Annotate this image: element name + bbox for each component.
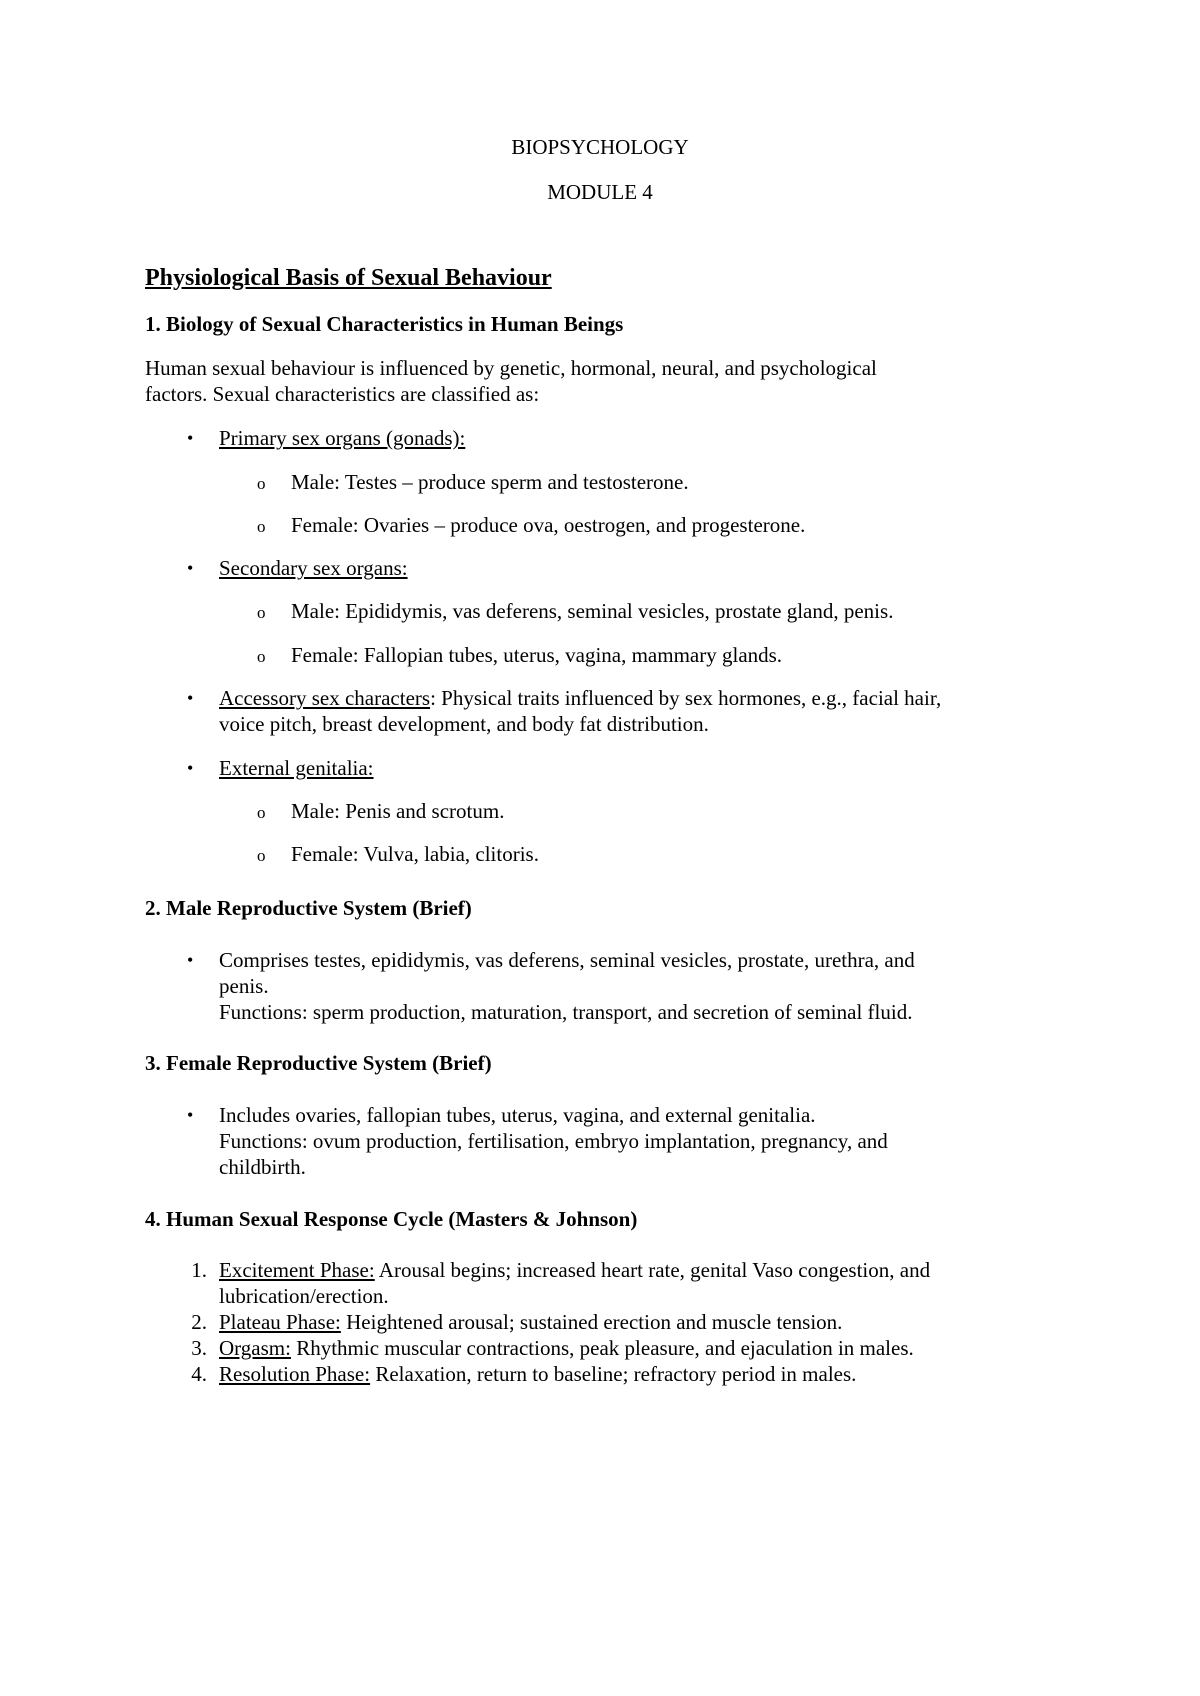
sub-bullet-icon: o — [257, 603, 266, 622]
bullet-icon: • — [187, 688, 194, 708]
section-1-intro-line-1: Human sexual behaviour is influenced by genetic, hormonal, neural, and psychological — [145, 356, 877, 380]
phase-label: Resolution Phase: — [219, 1362, 371, 1386]
section-1-heading: 1. Biology of Sexual Characteristics in Human Beings — [145, 312, 624, 336]
bullet-icon: • — [187, 428, 194, 448]
secondary-male-text: Male: Epididymis, vas deferens, seminal vesicles, prostate gland, penis. — [291, 599, 894, 623]
primary-male-text: Male: Testes – produce sperm and testosterone. — [291, 470, 689, 494]
section-2-heading: 2. Male Reproductive System (Brief) — [145, 896, 472, 920]
secondary-label: Secondary sex organs: — [219, 556, 408, 580]
bullet-icon: • — [187, 558, 194, 578]
sub-bullet-icon: o — [257, 647, 266, 666]
phase-description-cont: lubrication/erection. — [219, 1284, 389, 1308]
phase-description: Relaxation, return to baseline; refractory period in males. — [370, 1362, 857, 1386]
phase-number: 3. — [191, 1336, 207, 1360]
phase-number: 2. — [191, 1310, 207, 1334]
male-system-line-1: Comprises testes, epididymis, vas deferens, seminal vesicles, prostate, urethra, and — [219, 948, 915, 972]
external-label: External genitalia: — [219, 756, 374, 780]
course-title: BIOPSYCHOLOGY — [511, 135, 689, 159]
section-3-heading: 3. Female Reproductive System (Brief) — [145, 1051, 492, 1075]
sub-bullet-icon: o — [257, 474, 266, 493]
phase-text — [219, 1256, 1065, 1284]
male-system-line-3: Functions: sperm production, maturation, transport, and secretion of seminal fluid. — [219, 1000, 913, 1024]
phase-description: Arousal begins; increased heart rate, genital Vaso congestion, and — [374, 1258, 931, 1282]
primary-female-text: Female: Ovaries – produce ova, oestrogen, and progesterone. — [291, 513, 806, 537]
primary-label: Primary sex organs (gonads): — [219, 426, 466, 450]
bullet-icon: • — [187, 1105, 194, 1125]
female-system-line-1: Includes ovaries, fallopian tubes, uterus, vagina, and external genitalia. — [219, 1103, 816, 1127]
sub-bullet-icon: o — [257, 846, 266, 865]
male-system-line-2: penis. — [219, 974, 269, 998]
female-system-line-2: Functions: ovum production, fertilisation, embryo implantation, pregnancy, and — [219, 1129, 888, 1153]
phase-number: 1. — [191, 1258, 207, 1282]
phase-text — [219, 1308, 1065, 1336]
phase-text — [219, 1334, 1065, 1362]
secondary-female-text: Female: Fallopian tubes, uterus, vagina, mammary glands. — [291, 643, 783, 667]
phase-description: Heightened arousal; sustained erection and muscle tension. — [340, 1310, 843, 1334]
section-4-heading: 4. Human Sexual Response Cycle (Masters & Johnson) — [145, 1207, 638, 1231]
sub-bullet-icon: o — [257, 803, 266, 822]
sub-bullet-icon: o — [257, 517, 266, 536]
accessory-text — [219, 684, 1065, 712]
phase-number: 4. — [191, 1362, 207, 1386]
external-female-text: Female: Vulva, labia, clitoris. — [291, 842, 539, 866]
accessory-desc-line-1: : Physical traits influenced by sex hormones, e.g., facial hair, — [430, 686, 942, 710]
bullet-icon: • — [187, 758, 194, 778]
phase-text — [219, 1360, 1065, 1388]
phase-label: Plateau Phase: — [219, 1310, 341, 1334]
accessory-label: Accessory sex characters — [219, 686, 431, 710]
phase-label: Excitement Phase: — [219, 1258, 375, 1282]
female-system-line-3: childbirth. — [219, 1155, 306, 1179]
accessory-desc-line-2: voice pitch, breast development, and body fat distribution. — [219, 712, 709, 736]
bullet-icon: • — [187, 950, 194, 970]
section-1-intro-line-2: factors. Sexual characteristics are classified as: — [145, 382, 540, 406]
phase-description: Rhythmic muscular contractions, peak pleasure, and ejaculation in males. — [290, 1336, 914, 1360]
document-title: Physiological Basis of Sexual Behaviour — [145, 265, 552, 291]
phase-label: Orgasm: — [219, 1336, 291, 1360]
external-male-text: Male: Penis and scrotum. — [291, 799, 505, 823]
module-label: MODULE 4 — [547, 180, 653, 204]
